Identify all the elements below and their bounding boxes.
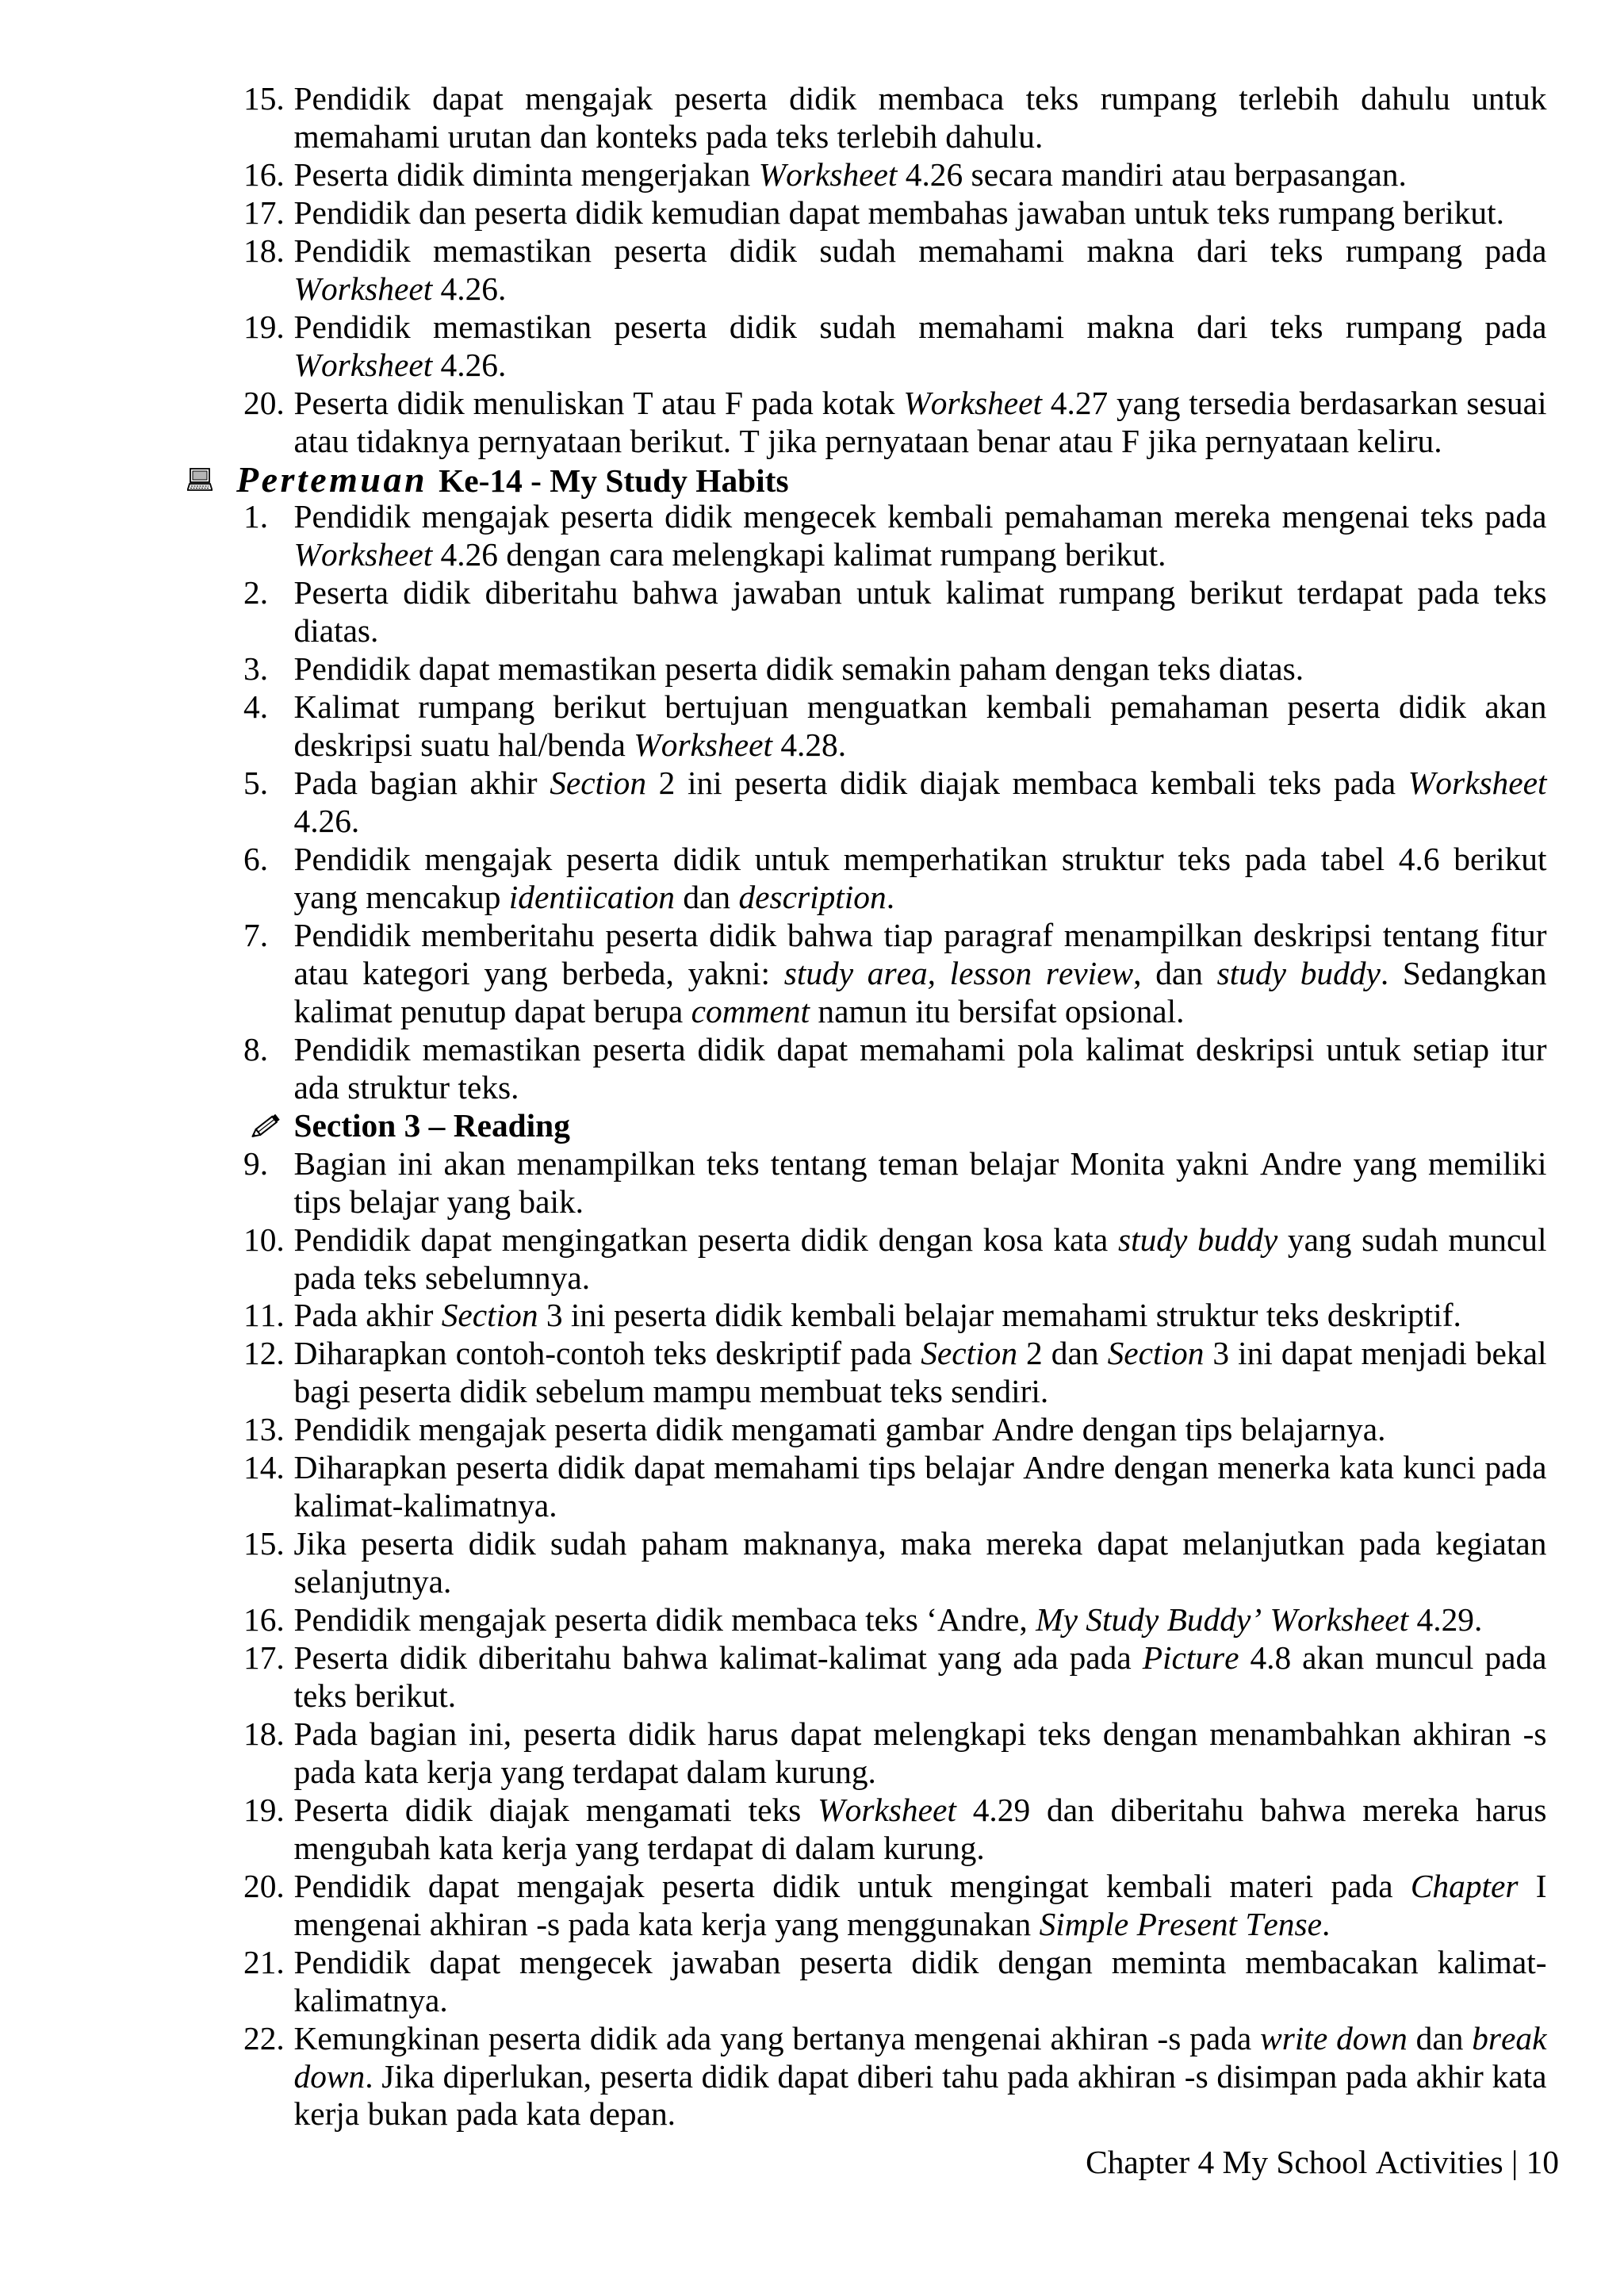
italic-term: Worksheet bbox=[634, 726, 772, 764]
italic-term: Worksheet bbox=[293, 346, 433, 383]
text-run: 4.26. bbox=[432, 346, 507, 383]
item-text bbox=[294, 1792, 1547, 1868]
text-run: Diharapkan peserta didik dapat memahami tips belajar Andre dengan menerka kata kunci pada kalimat-kalimatnya. bbox=[293, 1449, 1547, 1524]
text-run: 3 ini peserta didik kembali belajar memahami struktur teks deskriptif. bbox=[538, 1297, 1461, 1334]
section-3-heading bbox=[243, 1107, 1547, 1145]
italic-term: Section bbox=[1107, 1335, 1205, 1372]
text-run: 4.28. bbox=[772, 726, 847, 764]
item-number: 17. bbox=[243, 1639, 285, 1677]
list-item bbox=[243, 650, 1547, 688]
text-run: 4.27 yang tersedia berdasarkan sesuai atau tidaknya pernyataan berikut. T jika pernyataan benar atau F jika pernyataan keliru. bbox=[293, 384, 1547, 459]
text-run: . bbox=[1321, 1905, 1331, 1942]
item-number: 8. bbox=[243, 1030, 269, 1068]
text-run: Pendidik memastikan peserta didik sudah memahami makna dari teks rumpang pada bbox=[293, 308, 1547, 345]
item-number: 20. bbox=[243, 384, 285, 421]
text-run: Peserta didik diminta mengerjakan bbox=[293, 155, 759, 193]
text-run: 4.26 dengan cara melengkapi kalimat rumpang berikut. bbox=[432, 536, 1166, 573]
text-run: Pendidik mengajak peserta didik mengecek kembali pemahaman mereka mengenai teks pada bbox=[293, 498, 1547, 535]
italic-term: Picture bbox=[1142, 1639, 1239, 1677]
text-run: Pendidik dapat mengingatkan peserta didik dengan kosa kata bbox=[293, 1221, 1118, 1258]
list-item bbox=[243, 232, 1547, 309]
italic-term: identiication bbox=[508, 879, 675, 915]
text-run: Jika peserta didik sudah paham maknanya, maka mereka dapat melanjutkan pada kegiatan selanjutnya. bbox=[293, 1525, 1547, 1600]
list-item bbox=[243, 1715, 1547, 1792]
text-run: Pendidik memberitahu peserta didik bahwa tiap paragraf menampilkan deskripsi tentang fitur atau kategori yang berbeda, yakni: bbox=[293, 916, 1547, 991]
item-number: 4. bbox=[243, 688, 269, 726]
item-text bbox=[294, 1297, 1547, 1335]
item-text bbox=[294, 232, 1547, 309]
text-run: . bbox=[886, 879, 895, 915]
text-run: Pendidik dapat mengecek jawaban peserta didik dengan meminta membacakan kalimat-kalimatnya. bbox=[293, 1943, 1547, 2018]
item-text bbox=[294, 1221, 1547, 1297]
text-run: Diharapkan contoh-contoh teks deskriptif pada bbox=[293, 1335, 921, 1372]
text-run: Pada akhir bbox=[293, 1297, 442, 1334]
italic-term: My Study Buddy’ Worksheet bbox=[1036, 1601, 1409, 1639]
text-run: I mengenai akhiran -s pada kata kerja yang menggunakan bbox=[293, 1867, 1547, 1942]
meeting-label: Pertemuan bbox=[236, 458, 428, 500]
list-item bbox=[243, 80, 1547, 156]
item-text bbox=[294, 574, 1547, 650]
item-text bbox=[294, 309, 1547, 385]
item-text bbox=[294, 650, 1547, 688]
item-text bbox=[294, 1411, 1547, 1449]
item-text bbox=[294, 2020, 1547, 2134]
item-number: 2. bbox=[243, 574, 269, 611]
computer-icon bbox=[187, 468, 213, 492]
item-text bbox=[294, 1715, 1547, 1792]
list-item bbox=[243, 1792, 1547, 1868]
item-number: 5. bbox=[243, 765, 269, 802]
item-number: 19. bbox=[243, 308, 285, 345]
item-number: 18. bbox=[243, 232, 285, 269]
text-run: 4.26. bbox=[293, 803, 360, 840]
text-run: Peserta didik diberitahu bahwa jawaban untuk kalimat rumpang berikut terdapat pada teks diatas. bbox=[293, 574, 1547, 650]
item-text bbox=[294, 1944, 1547, 2020]
pencil-icon bbox=[248, 1110, 283, 1142]
text-run: 3 ini dapat menjadi bekal bagi peserta didik sebelum mampu membuat teks sendiri. bbox=[293, 1335, 1547, 1410]
text-run: dan bbox=[674, 879, 739, 915]
item-text bbox=[294, 1601, 1547, 1639]
italic-term: comment bbox=[691, 992, 810, 1029]
italic-term: Worksheet bbox=[758, 155, 898, 193]
text-run: Kemungkinan peserta didik ada yang bertanya mengenai akhiran -s pada bbox=[293, 2019, 1261, 2056]
italic-term: break down bbox=[293, 2019, 1547, 2095]
text-run: Pada bagian ini, peserta didik harus dapat melengkapi teks dengan menambahkan akhiran -s pada kata kerja yang terdapat dalam kurung. bbox=[293, 1715, 1547, 1790]
text-run: Peserta didik menuliskan T atau F pada kotak bbox=[293, 384, 904, 421]
item-number: 16. bbox=[243, 1601, 285, 1639]
text-run: yang sudah muncul pada teks sebelumnya. bbox=[293, 1221, 1547, 1296]
list-item bbox=[243, 156, 1547, 194]
italic-term: Worksheet bbox=[293, 536, 433, 573]
list-item bbox=[243, 688, 1547, 765]
page-footer: Chapter 4 My School Activities | 10 bbox=[1086, 2144, 1559, 2180]
italic-term: study area, lesson review bbox=[783, 954, 1134, 991]
text-run: Peserta didik diberitahu bahwa kalimat-kalimat yang ada pada bbox=[293, 1639, 1143, 1677]
italic-term: Simple Present Tense bbox=[1039, 1905, 1322, 1942]
meeting-13-steps-list bbox=[243, 80, 1547, 461]
item-text bbox=[294, 841, 1547, 917]
italic-term: Section bbox=[921, 1335, 1018, 1372]
meeting-14-steps-list bbox=[243, 498, 1547, 1106]
meeting-title: Ke-14 - My Study Habits bbox=[439, 462, 789, 499]
text-run: Pendidik dapat mengajak peserta didik membaca teks rumpang terlebih dahulu untuk memahami urutan dan konteks pada teks terlebih dahulu. bbox=[293, 80, 1547, 155]
list-item bbox=[243, 1335, 1547, 1411]
page-body bbox=[236, 80, 1547, 2133]
item-text bbox=[294, 1868, 1547, 1944]
item-number: 12. bbox=[243, 1335, 285, 1372]
list-item bbox=[243, 1868, 1547, 1944]
item-number: 15. bbox=[243, 1525, 285, 1562]
item-number: 16. bbox=[243, 155, 285, 193]
text-run: 4.8 akan muncul pada teks berikut. bbox=[293, 1639, 1547, 1714]
item-number: 10. bbox=[243, 1221, 285, 1258]
italic-term: study buddy bbox=[1118, 1221, 1278, 1258]
list-item bbox=[243, 1944, 1547, 2020]
meeting-14-heading bbox=[187, 458, 1547, 500]
text-run: Pendidik mengajak peserta didik membaca teks ‘Andre, bbox=[293, 1601, 1036, 1639]
section-3-title: Section 3 – Reading bbox=[293, 1106, 570, 1144]
item-text bbox=[294, 194, 1547, 232]
item-number: 21. bbox=[243, 1943, 285, 1980]
list-item bbox=[243, 309, 1547, 385]
list-item bbox=[243, 1525, 1547, 1601]
text-run: Pendidik dan peserta didik kemudian dapat membahas jawaban untuk teks rumpang berikut. bbox=[293, 194, 1504, 231]
list-item bbox=[243, 1145, 1547, 1221]
text-run: Pendidik mengajak peserta didik mengamati gambar Andre dengan tips belajarnya. bbox=[293, 1411, 1386, 1448]
item-number: 18. bbox=[243, 1715, 285, 1752]
list-item bbox=[243, 1601, 1547, 1639]
text-run: , dan bbox=[1133, 954, 1217, 991]
item-text bbox=[294, 1335, 1547, 1411]
italic-term: Section bbox=[441, 1297, 538, 1334]
item-text bbox=[294, 1525, 1547, 1601]
list-item bbox=[243, 2020, 1547, 2134]
list-item bbox=[243, 385, 1547, 461]
item-number: 6. bbox=[243, 841, 269, 878]
text-run: 4.29 dan diberitahu bahwa mereka harus mengubah kata kerja yang terdapat di dalam kurung. bbox=[293, 1791, 1547, 1866]
item-number: 17. bbox=[243, 194, 285, 231]
item-number: 3. bbox=[243, 650, 269, 688]
item-number: 1. bbox=[243, 498, 269, 535]
list-item bbox=[243, 194, 1547, 232]
text-run: Pendidik memastikan peserta didik sudah memahami makna dari teks rumpang pada bbox=[293, 232, 1547, 269]
item-text bbox=[294, 917, 1547, 1031]
text-run: Bagian ini akan menampilkan teks tentang teman belajar Monita yakni Andre yang memiliki tips belajar yang baik. bbox=[293, 1144, 1547, 1220]
list-item bbox=[243, 574, 1547, 650]
text-run: Pendidik dapat memastikan peserta didik semakin paham dengan teks diatas. bbox=[293, 650, 1304, 688]
item-number: 15. bbox=[243, 80, 285, 117]
italic-term: Chapter bbox=[1410, 1867, 1519, 1904]
text-run: Kalimat rumpang berikut bertujuan menguatkan kembali pemahaman peserta didik akan deskripsi suatu hal/benda bbox=[293, 688, 1547, 764]
list-item bbox=[243, 1639, 1547, 1715]
text-run: Pendidik memastikan peserta didik dapat memahami pola kalimat deskripsi untuk setiap itur ada struktur teks. bbox=[293, 1030, 1547, 1106]
list-item bbox=[243, 1031, 1547, 1107]
text-run: . Jika diperlukan, peserta didik dapat diberi tahu pada akhiran -s disimpan pada akhir kata kerja bukan pada kata depan. bbox=[293, 2057, 1547, 2133]
item-text bbox=[294, 80, 1547, 156]
italic-term: Worksheet bbox=[1408, 765, 1547, 802]
item-number: 7. bbox=[243, 916, 269, 953]
text-run: Pendidik mengajak peserta didik untuk memperhatikan struktur teks pada tabel 4.6 berikut yang mencakup bbox=[293, 841, 1547, 915]
item-text bbox=[294, 1145, 1547, 1221]
list-item bbox=[243, 1221, 1547, 1297]
italic-term: study buddy bbox=[1216, 954, 1381, 991]
item-number: 11. bbox=[243, 1297, 285, 1334]
item-text bbox=[294, 688, 1547, 765]
text-run: dan bbox=[1407, 2019, 1473, 2056]
text-run: Pada bagian akhir bbox=[293, 765, 550, 802]
item-text bbox=[294, 385, 1547, 461]
text-run: . Sedangkan kalimat penutup dapat berupa bbox=[293, 954, 1547, 1029]
italic-term: Worksheet bbox=[293, 270, 433, 307]
list-item bbox=[243, 917, 1547, 1031]
italic-term: write down bbox=[1260, 2019, 1408, 2056]
item-number: 20. bbox=[243, 1867, 285, 1904]
text-run: 4.26 secara mandiri atau berpasangan. bbox=[897, 155, 1407, 193]
section-icon-cell bbox=[243, 1107, 294, 1145]
item-number: 14. bbox=[243, 1449, 285, 1486]
list-item bbox=[243, 841, 1547, 917]
item-text bbox=[294, 765, 1547, 841]
text-run: 2 dan bbox=[1017, 1335, 1108, 1372]
item-text bbox=[294, 156, 1547, 194]
text-run: 4.29. bbox=[1408, 1601, 1483, 1639]
italic-term: Worksheet bbox=[818, 1791, 956, 1828]
item-text bbox=[294, 1031, 1547, 1107]
text-run: 4.26. bbox=[432, 270, 507, 307]
item-text bbox=[294, 498, 1547, 574]
italic-term: Section bbox=[550, 765, 647, 802]
italic-term: description bbox=[738, 879, 887, 915]
text-run: 2 ini peserta didik diajak membaca kembali teks pada bbox=[646, 765, 1408, 802]
item-number: 22. bbox=[243, 2019, 285, 2056]
text-run: Peserta didik diajak mengamati teks bbox=[293, 1791, 818, 1828]
item-number: 9. bbox=[243, 1144, 269, 1182]
italic-term: Worksheet bbox=[903, 384, 1043, 421]
list-item bbox=[243, 498, 1547, 574]
item-text bbox=[294, 1639, 1547, 1715]
list-item bbox=[243, 765, 1547, 841]
item-number: 13. bbox=[243, 1411, 285, 1448]
item-number: 19. bbox=[243, 1791, 285, 1828]
text-run: namun itu bersifat opsional. bbox=[810, 992, 1185, 1029]
item-text bbox=[294, 1449, 1547, 1525]
list-item bbox=[243, 1297, 1547, 1335]
list-item bbox=[243, 1449, 1547, 1525]
list-item bbox=[243, 1411, 1547, 1449]
text-run: Pendidik dapat mengajak peserta didik untuk mengingat kembali materi pada bbox=[293, 1867, 1411, 1904]
section-3-steps-list bbox=[243, 1145, 1547, 2134]
